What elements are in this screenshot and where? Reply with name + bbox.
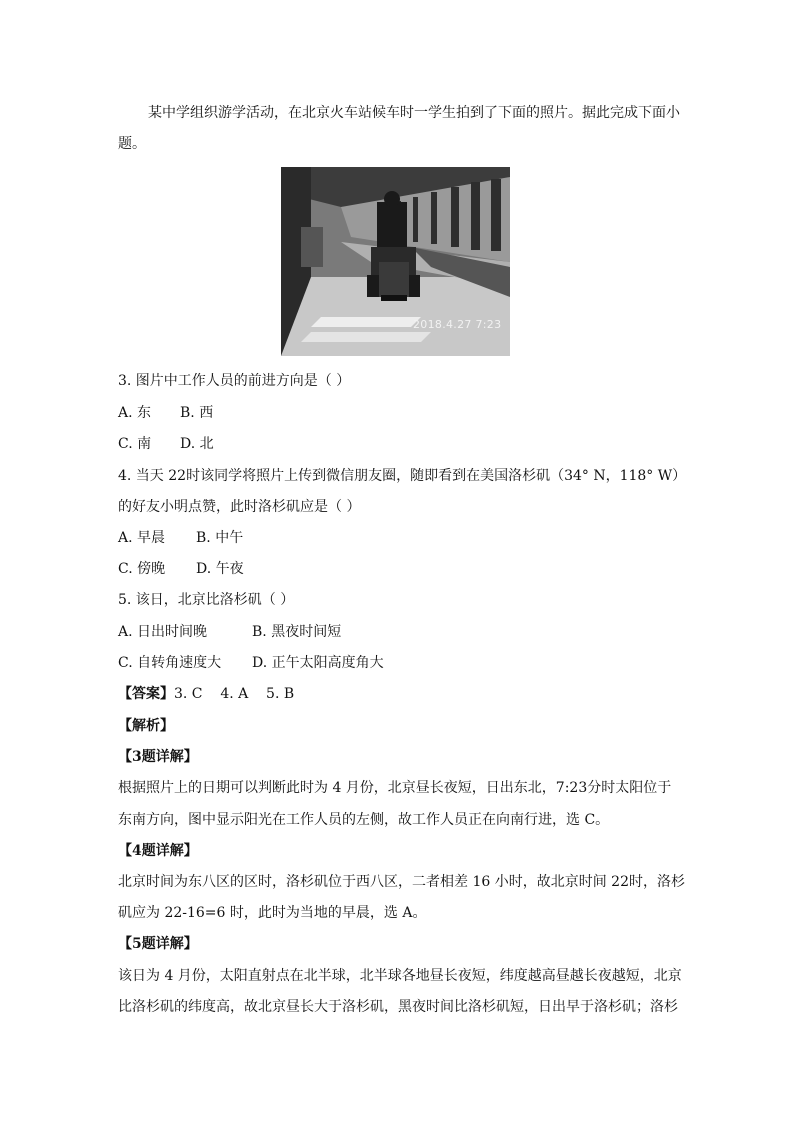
intro-line-1: 某中学组织游学活动，在北京火车站候车时一学生拍到了下面的照片。据此完成下面小 — [148, 105, 680, 121]
station-photo — [281, 167, 510, 356]
question-3-options-row-2 — [118, 434, 214, 454]
question-3-options-row-1 — [118, 403, 213, 423]
section-5-line-2: 比洛杉矶的纬度高，故北京昼长大于洛杉矶，黑夜时间比洛杉矶短，日出早于洛杉矶；洛杉 — [118, 999, 678, 1015]
section-3-line-1: 根据照片上的日期可以判断此时为 4 月份，北京昼长夜短，日出东北，7:23分时太阳位于 — [118, 780, 672, 796]
question-4-options-row-2 — [118, 559, 244, 579]
option-c: C. 南 — [118, 436, 152, 452]
section-4-line-2: 矶应为 22-16=6 时，此时为当地的早晨，选 A。 — [118, 905, 427, 921]
analysis-label: 【解析】 — [118, 718, 174, 734]
intro-line-2: 题。 — [118, 136, 146, 152]
option-d: D. 午夜 — [196, 561, 244, 577]
question-5-stem: 5. 该日，北京比洛杉矶（ ） — [118, 592, 295, 608]
option-b: B. 中午 — [196, 530, 244, 546]
option-d: D. 北 — [180, 436, 214, 452]
option-c: C. 傍晚 — [118, 561, 166, 577]
answer-line — [118, 684, 294, 704]
option-a: A. 早晨 — [118, 530, 166, 546]
question-3-stem: 3. 图片中工作人员的前进方向是（ ） — [118, 373, 351, 389]
section-3-line-2: 东南方向，图中显示阳光在工作人员的左侧，故工作人员正在向南行进，选 C。 — [118, 812, 610, 828]
section-3-title: 【3题详解】 — [118, 749, 198, 765]
question-4-stem-line-2: 的好友小明点赞，此时洛杉矶应是（ ） — [118, 499, 361, 515]
question-4-stem-line-1: 4. 当天 22时该同学将照片上传到微信朋友圈，随即看到在美国洛杉矶（34° N，118° W） — [118, 468, 687, 484]
option-c: C. 自转角速度大 — [118, 655, 222, 671]
question-5-options-row-2 — [118, 653, 384, 673]
section-4-line-1: 北京时间为东八区的区时，洛杉矶位于西八区，二者相差 16 小时，故北京时间 22时，洛杉 — [118, 874, 685, 890]
question-4-options-row-1 — [118, 528, 243, 548]
option-d: D. 正午太阳高度角大 — [252, 655, 384, 671]
option-a: A. 东 — [118, 405, 152, 421]
photo-timestamp: 2018.4.27 7:23 — [413, 318, 502, 331]
option-b: B. 黑夜时间短 — [252, 624, 342, 640]
answer-label: 【答案】 — [118, 686, 174, 702]
section-5-title: 【5题详解】 — [118, 936, 198, 952]
option-b: B. 西 — [180, 405, 214, 421]
question-5-options-row-1 — [118, 622, 341, 642]
section-5-line-1: 该日为 4 月份，太阳直射点在北半球，北半球各地昼长夜短，纬度越高昼越长夜越短，北京 — [118, 968, 682, 984]
option-a: A. 日出时间晚 — [118, 624, 208, 640]
section-4-title: 【4题详解】 — [118, 843, 198, 859]
answer-text: 3. C 4. A 5. B — [174, 686, 295, 702]
